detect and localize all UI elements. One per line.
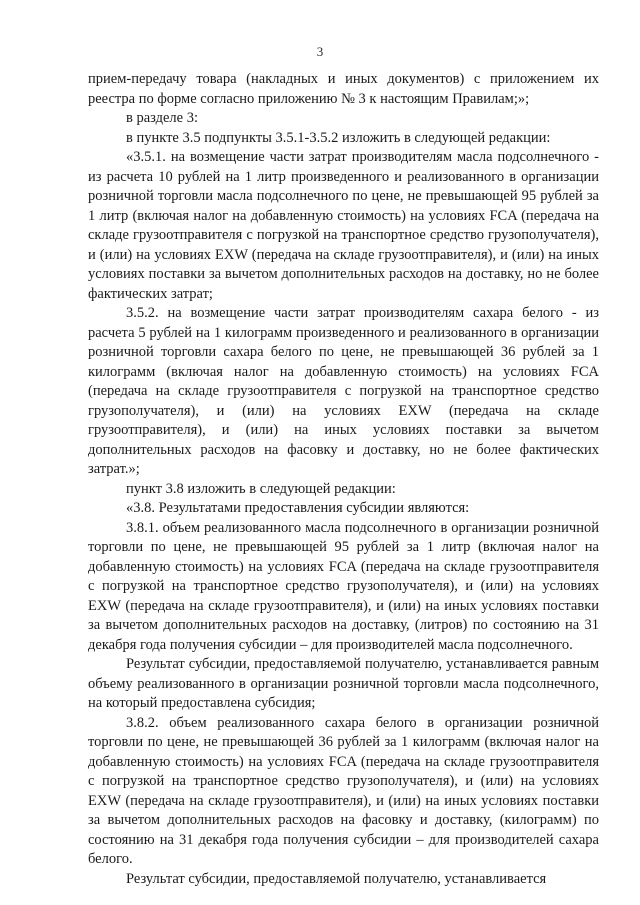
document-body xyxy=(88,70,599,889)
paragraph-receipt-transfer: прием-передачу товара (накладных и иных документов) с приложением их реестра по форме согласно приложению № 3 к настоящим Правилам;»; xyxy=(88,71,599,107)
paragraph-3-8-2: 3.8.2. объем реализованного сахара белого в организации розничной торговли по цене, не превышающей 36 рублей за 1 килограмм (включая налог на добавленную стоимость) на условиях FCA (передача на складе грузоотправителя с погрузкой на транспортное средство грузополучателя), и (или) на условиях EXW (передача на складе грузоотправителя), и (или) на иных условиях поставки за вычетом дополнительных расходов на фасовку и доставку, (килограмм) по состоянию на 31 декабря года получения субсидии – для производителей сахара белого. xyxy=(88,714,599,867)
paragraph-3-8-1: 3.8.1. объем реализованного масла подсолнечного в организации розничной торговли по цене, не превышающей 95 рублей за 1 литр (включая налог на добавленную стоимость) на условиях FCA (передача на складе грузоотправителя с погрузкой на транспортное средство грузополучателя), и (или) на условиях EXW (передача на складе грузоотправителя), и (или) на иных условиях поставки за вычетом дополнительных расходов на доставку, (литров) по состоянию на 31 декабря года получения субсидии – для производителей масла подсолнечного. xyxy=(88,519,599,653)
paragraph-result-oil: Результат субсидии, предоставляемой получателю, устанавливается равным объему реализованного в организации розничной торговли масла подсолнечного, на который предоставлена субсидия; xyxy=(88,656,599,711)
paragraph-3-5-2: 3.5.2. на возмещение части затрат производителям сахара белого - из расчета 5 рублей на 1 килограмм произведенного и реализованного в организации розничной торговли сахара белого по цене, не превышающей 36 рублей за 1 килограмм (включая налог на добавленную стоимость) на условиях FCA (передача на складе грузоотправителя с погрузкой на транспортное средство грузополучателя), и (или) на условиях EXW (передача на складе грузоотправителя), и (или) на иных условиях поставки за вычетом дополнительных расходов на фасовку и доставку, но не более фактических затрат.»; xyxy=(88,305,599,477)
paragraph-section-3: в разделе 3: xyxy=(126,110,199,126)
paragraph-3-5-1: «3.5.1. на возмещение части затрат производителям масла подсолнечного - из расчета 10 рублей на 1 литр произведенного и реализованного в организации розничной торговли масла подсолнечного по цене, не превышающей 95 рублей за 1 литр (включая налог на добавленную стоимость) на условиях FCA (передача на складе грузоотправителя с погрузкой на транспортное средство грузополучателя), и (или) на условиях EXW (передача на складе грузоотправителя), и (или) на иных условиях поставки за вычетом дополнительных расходов на доставку, но не более фактических затрат; xyxy=(88,149,599,302)
paragraph-clause-3-8-intro: пункт 3.8 изложить в следующей редакции: xyxy=(126,480,396,497)
paragraph-3-8: «3.8. Результатами предоставления субсидии являются: xyxy=(126,500,470,516)
paragraph-result-sugar: Результат субсидии, предоставляемой получателю, устанавливается xyxy=(126,870,547,887)
paragraph-clause-3-5-intro: в пункте 3.5 подпункты 3.5.1-3.5.2 изложить в следующей редакции: xyxy=(126,129,551,146)
page-number: 3 xyxy=(316,44,324,59)
